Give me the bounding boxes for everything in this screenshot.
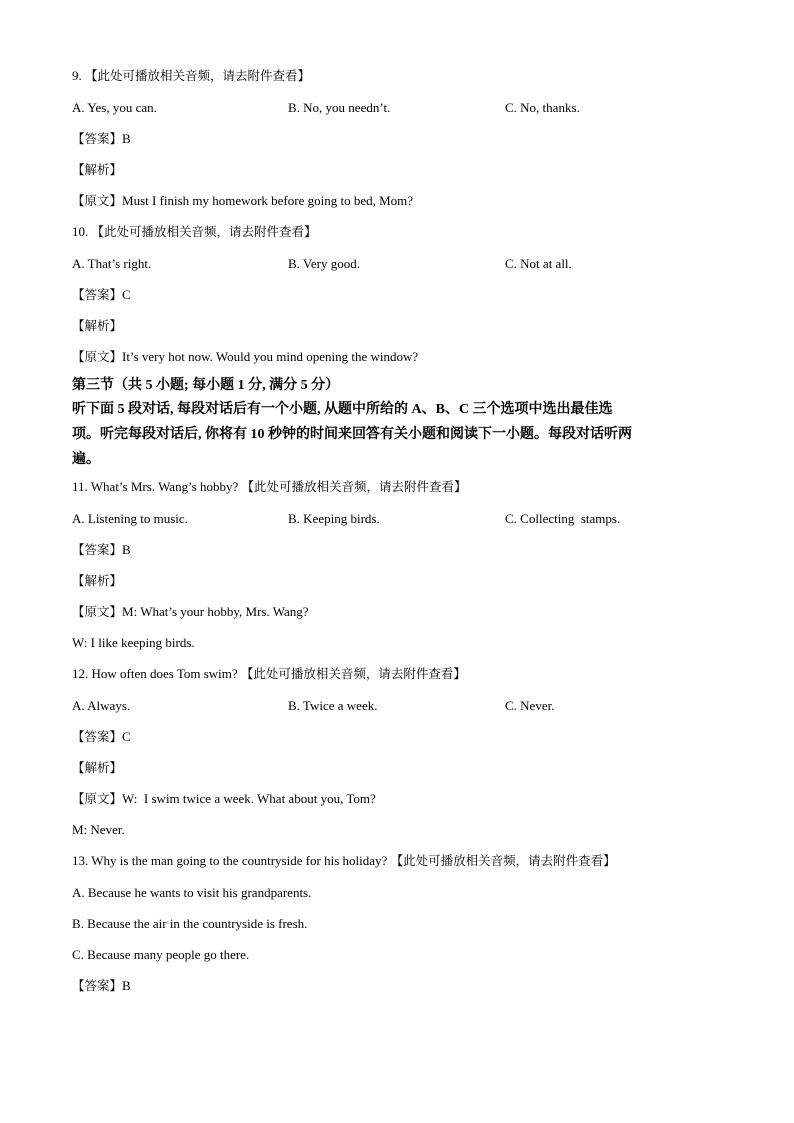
question-number: 9. [72,68,82,83]
option-a: A. Yes, you can. [72,100,157,115]
answer-line: 【答案】C [72,287,131,302]
answer-value: C [122,287,131,302]
answer-line: 【答案】B [72,131,131,146]
question-12-header [72,666,466,682]
transcript-line: 【原文】It’s very hot now. Would you mind opening the window? [72,349,419,364]
audio-note[interactable]: 【此处可播放相关音频，请去附件查看】 [241,479,467,494]
transcript-line: 【原文】Must I finish my homework before going to bed, Mom? [72,193,414,208]
analysis-line: 【解析】 [72,162,123,177]
transcript-line-2: M: Never. [72,822,125,837]
section-instructions-1: 听下面 5 段对话, 每段对话后有一个小题, 从题中所给的 A、B、C 三个选项中选出最佳选 [72,402,613,417]
transcript-line: 【原文】M: What’s your hobby, Mrs. Wang? [72,604,309,619]
option-b: B. Twice a week. [288,698,378,713]
transcript-line-2: W: I like keeping birds. [72,635,195,650]
question-9-header [72,68,310,84]
answer-line: 【答案】C [72,729,131,744]
question-13-header [72,853,616,869]
option-a: A. That’s right. [72,256,152,271]
option-c: C. Because many people go there. [72,947,250,962]
answer-value: B [122,978,131,993]
section-title: 第三节（共 5 小题; 每小题 1 分, 满分 5 分） [72,378,340,393]
question-number: 10. [72,224,89,239]
option-b: B. Keeping birds. [288,511,380,526]
transcript-line: 【原文】W: I swim twice a week. What about you, Tom? [72,791,376,806]
analysis-line: 【解析】 [72,760,123,775]
answer-value: B [122,542,131,557]
option-c: C. Never. [505,698,555,713]
section-instructions-2: 项。听完每段对话后, 你将有 10 秒钟的时间来回答有关小题和阅读下一小题。每段对话听两 [72,427,632,442]
answer-line: 【答案】B [72,978,131,993]
section-instructions-3: 遍。 [72,452,100,467]
answer-value: B [122,131,131,146]
option-c: C. Not at all. [505,256,572,271]
answer-value: C [122,729,131,744]
analysis-line: 【解析】 [72,318,123,333]
option-b: B. Because the air in the countryside is fresh. [72,916,308,931]
audio-note[interactable]: 【此处可播放相关音频，请去附件查看】 [240,666,466,681]
option-b: B. No, you needn’t. [288,100,391,115]
question-text: 11. What’s Mrs. Wang’s hobby? [72,479,239,494]
audio-note[interactable]: 【此处可播放相关音频，请去附件查看】 [85,68,311,83]
option-a: A. Listening to music. [72,511,188,526]
option-c: C. Collecting stamps. [505,511,621,526]
answer-line: 【答案】B [72,542,131,557]
option-b: B. Very good. [288,256,360,271]
option-a: A. Always. [72,698,131,713]
option-c: C. No, thanks. [505,100,580,115]
analysis-line: 【解析】 [72,573,123,588]
question-10-header [72,224,317,240]
option-a: A. Because he wants to visit his grandparents. [72,885,312,900]
audio-note[interactable]: 【此处可播放相关音频，请去附件查看】 [91,224,317,239]
question-text: 12. How often does Tom swim? [72,666,238,681]
question-11-header [72,479,467,495]
audio-note[interactable]: 【此处可播放相关音频，请去附件查看】 [390,853,616,868]
question-text: 13. Why is the man going to the countryside for his holiday? [72,853,388,868]
